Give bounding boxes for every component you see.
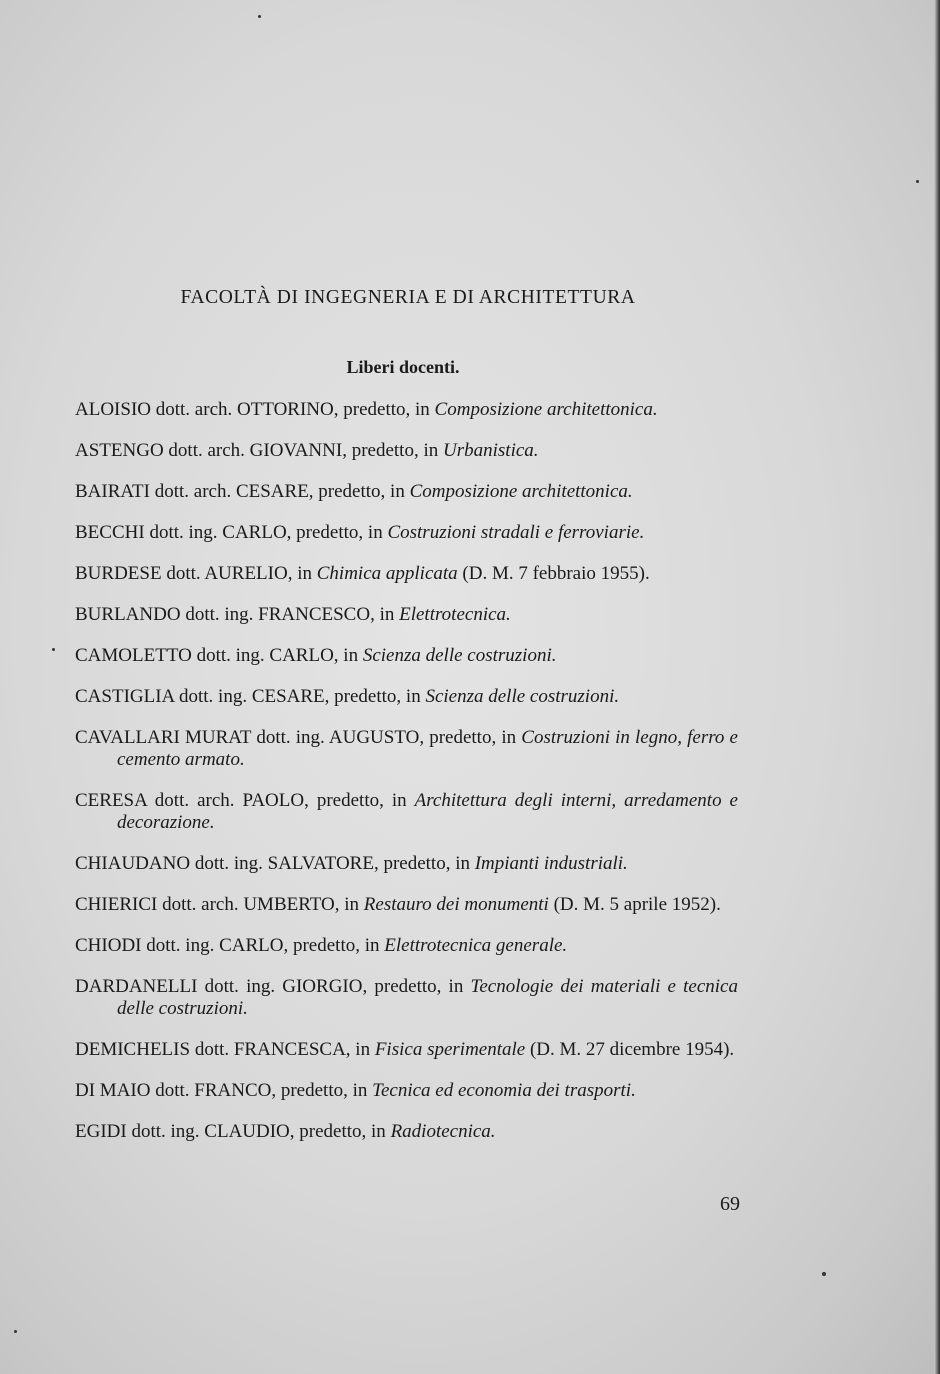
list-item: [75, 399, 738, 421]
lecturer-surname: BURLANDO: [75, 604, 181, 625]
lecturer-details: dott. arch. OTTORINO, predetto, in: [151, 399, 435, 420]
teaching-subject: Impianti industriali.: [474, 853, 628, 874]
list-item: [75, 1039, 738, 1061]
teaching-subject: Urbanistica.: [443, 440, 539, 461]
lecturer-surname: DI MAIO: [75, 1080, 151, 1101]
lecturer-surname: EGIDI: [75, 1121, 127, 1142]
list-item: [75, 1121, 738, 1143]
teaching-subject: Elettrotecnica.: [399, 604, 511, 625]
section-heading: Liberi docenti.: [346, 357, 460, 377]
teaching-subject: Restauro dei monumenti: [363, 894, 549, 915]
lecturer-details: dott. arch. GIOVANNI, predetto, in: [163, 440, 443, 461]
lecturer-surname: CASTIGLIA: [75, 686, 175, 707]
teaching-subject: Scienza delle costruzioni.: [362, 645, 557, 666]
list-item: [75, 935, 738, 957]
list-item: [75, 1080, 738, 1102]
lecturer-surname: ALOISIO: [75, 399, 151, 420]
lecturer-surname: CHIAUDANO: [75, 853, 191, 874]
list-item: [75, 563, 738, 585]
dust-speck: [14, 1330, 17, 1333]
decree-note: (D. M. 27 dicembre 1954).: [525, 1039, 735, 1060]
teaching-subject: Tecnologie dei materiali e tecnica delle costruzioni.: [117, 976, 738, 1019]
list-item: [75, 481, 738, 503]
list-item: [75, 645, 738, 667]
list-item: [75, 853, 738, 875]
decree-note: (D. M. 5 aprile 1952).: [548, 894, 721, 915]
lecturer-details: dott. ing. AUGUSTO, predetto, in: [251, 727, 522, 748]
lecturer-surname: DEMICHELIS: [75, 1039, 191, 1060]
lecturer-surname: DARDANELLI: [75, 976, 198, 997]
teaching-subject: Tecnica ed economia dei trasporti.: [372, 1080, 636, 1101]
lecturer-details: dott. ing. CESARE, predetto, in: [174, 686, 426, 707]
lecturer-surname: ASTENGO: [75, 440, 164, 461]
teaching-subject: Chimica applicata: [316, 563, 458, 584]
lecturer-list: [75, 399, 738, 1153]
lecturer-details: dott. ing. CARLO, in: [191, 645, 363, 666]
lecturer-surname: CHIERICI: [75, 894, 158, 915]
lecturer-surname: CHIODI: [75, 935, 142, 956]
list-item: [75, 604, 738, 626]
teaching-subject: Costruzioni in legno, ferro e cemento armato.: [117, 727, 738, 770]
list-item: [75, 727, 738, 771]
page-number: 69: [720, 1193, 740, 1215]
dust-speck: [916, 180, 919, 183]
faculty-heading: FACOLTÀ DI INGEGNERIA E DI ARCHITETTURA: [180, 287, 636, 308]
dust-speck: [52, 648, 55, 651]
lecturer-details: dott. ing. SALVATORE, predetto, in: [190, 853, 475, 874]
list-item: [75, 790, 738, 834]
lecturer-details: dott. FRANCESCA, in: [190, 1039, 375, 1060]
list-item: [75, 522, 738, 544]
teaching-subject: Composizione architettonica.: [409, 481, 633, 502]
lecturer-details: dott. FRANCO, predetto, in: [150, 1080, 373, 1101]
dust-speck: [822, 1272, 826, 1276]
lecturer-surname: CAVALLARI MURAT: [75, 727, 252, 748]
teaching-subject: Fisica sperimentale: [374, 1039, 526, 1060]
teaching-subject: Architettura degli interni, arredamento e decorazione.: [117, 790, 738, 833]
lecturer-surname: CERESA: [75, 790, 147, 811]
lecturer-surname: BAIRATI: [75, 481, 150, 502]
lecturer-details: dott. arch. PAOLO, predetto, in: [146, 790, 415, 811]
teaching-subject: Radiotecnica.: [390, 1121, 496, 1142]
lecturer-surname: BECCHI: [75, 522, 145, 543]
lecturer-details: dott. ing. FRANCESCO, in: [180, 604, 400, 625]
lecturer-details: dott. ing. CLAUDIO, predetto, in: [126, 1121, 391, 1142]
teaching-subject: Composizione architettonica.: [434, 399, 658, 420]
lecturer-details: dott. arch. CESARE, predetto, in: [149, 481, 410, 502]
lecturer-details: dott. ing. GIORGIO, predetto, in: [197, 976, 471, 997]
teaching-subject: Scienza delle costruzioni.: [425, 686, 620, 707]
list-item: [75, 976, 738, 1020]
teaching-subject: Elettrotecnica generale.: [384, 935, 568, 956]
lecturer-surname: BURDESE: [75, 563, 162, 584]
page-edge-shadow: [934, 0, 940, 1374]
teaching-subject: Costruzioni stradali e ferroviarie.: [387, 522, 645, 543]
lecturer-details: dott. ing. CARLO, predetto, in: [141, 935, 385, 956]
lecturer-details: dott. arch. UMBERTO, in: [157, 894, 364, 915]
decree-note: (D. M. 7 febbraio 1955).: [457, 563, 650, 584]
lecturer-details: dott. AURELIO, in: [161, 563, 317, 584]
list-item: [75, 894, 738, 916]
list-item: [75, 440, 738, 462]
lecturer-details: dott. ing. CARLO, predetto, in: [144, 522, 388, 543]
dust-speck: [258, 15, 261, 18]
lecturer-surname: CAMOLETTO: [75, 645, 192, 666]
list-item: [75, 686, 738, 708]
